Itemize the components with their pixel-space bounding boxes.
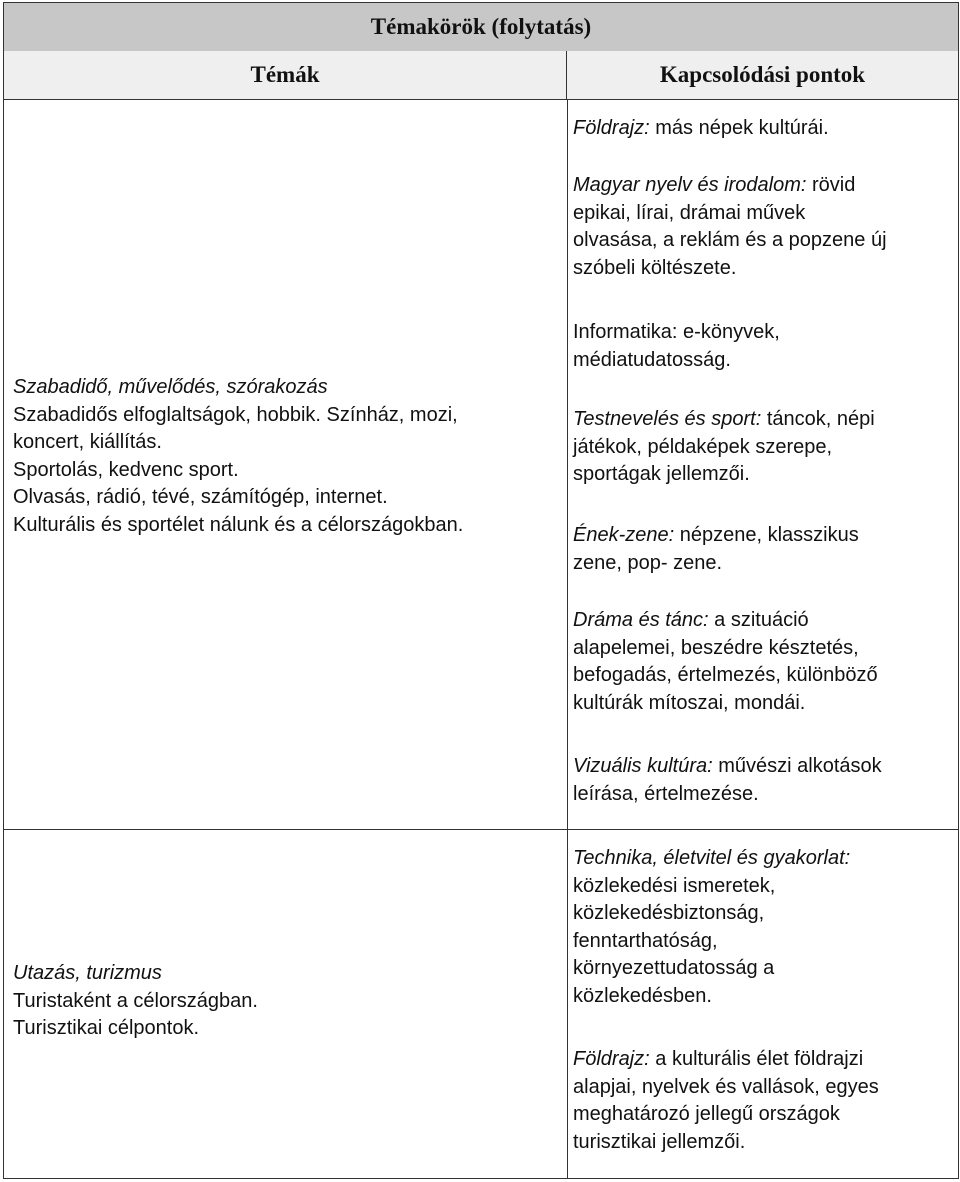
connection-text: sportágak jellemzői. <box>573 463 750 485</box>
connection-text: közlekedésbiztonság, <box>573 902 765 924</box>
subject-name: Ének-zene: <box>573 524 675 546</box>
column-header-topics: Témák <box>4 51 567 100</box>
connection-text: közlekedési ismeretek, <box>573 874 776 897</box>
connection-paragraph <box>573 753 943 808</box>
connection-paragraph <box>573 845 943 1010</box>
row1-topic-line: Sportolás, kedvenc sport. <box>13 458 239 481</box>
connection-text: e-könyvek, <box>677 321 780 343</box>
connection-text: meghatározó jellegű országok <box>573 1103 840 1125</box>
connection-paragraph <box>573 406 943 489</box>
row2-topic-line: Turistaként a célországban. <box>13 989 258 1012</box>
connection-paragraph <box>573 522 943 577</box>
column-divider <box>567 100 568 1178</box>
connection-text: művészi alkotások <box>712 755 882 777</box>
row1-topic-line: Kulturális és sportélet nálunk és a célországokban. <box>13 513 464 536</box>
connection-text: zene, pop- zene. <box>573 551 722 574</box>
subject-name: Földrajz: <box>573 1048 650 1070</box>
connection-text: turisztikai jellemzői. <box>573 1130 746 1153</box>
connection-text: kultúrák mítoszai, mondái. <box>573 691 806 714</box>
connection-text: fenntarthatóság, <box>573 929 718 952</box>
table-title: Témakörök (folytatás) <box>4 3 958 52</box>
subject-name: Magyar nyelv és irodalom: <box>573 174 807 196</box>
row-divider <box>4 829 958 830</box>
connection-paragraph <box>573 115 943 143</box>
connection-text: olvasása, a reklám és a popzene új <box>573 229 887 251</box>
connection-text: a szituáció <box>708 609 809 631</box>
row1-topic-cell <box>13 374 553 539</box>
connection-text: környezettudatosság a <box>573 957 775 979</box>
connection-text: médiatudatosság. <box>573 348 731 371</box>
row1-topic-line: Olvasás, rádió, tévé, számítógép, internet. <box>13 486 388 508</box>
connection-text: közlekedésben. <box>573 984 712 1007</box>
connection-text: epikai, lírai, drámai művek <box>573 201 806 224</box>
row1-topic-line: Szabadidős elfoglaltságok, hobbik. Színház, mozi, <box>13 403 458 426</box>
connection-text: népzene, klasszikus <box>674 524 859 546</box>
row2-topic-line: Turisztikai célpontok. <box>13 1017 199 1039</box>
connection-text: alapelemei, beszédre késztetés, <box>573 636 859 659</box>
connection-text: rövid <box>806 174 856 196</box>
subject-name: Földrajz: <box>573 117 650 139</box>
subject-name: Technika, életvitel és gyakorlat: <box>573 847 851 869</box>
connection-paragraph <box>573 1046 943 1156</box>
connection-text: alapjai, nyelvek és vallások, egyes <box>573 1075 879 1098</box>
connection-text: leírása, értelmezése. <box>573 782 759 805</box>
connection-paragraph <box>573 172 943 282</box>
subject-name: Informatika: <box>573 321 678 343</box>
connection-text: befogadás, értelmezés, különböző <box>573 664 878 686</box>
row1-topic-title: Szabadidő, művelődés, szórakozás <box>13 376 328 398</box>
subject-name: Testnevelés és sport: <box>573 408 762 430</box>
column-header-connections: Kapcsolódási pontok <box>567 51 958 100</box>
row1-topic-line: koncert, kiállítás. <box>13 431 162 453</box>
connection-text: szóbeli költészete. <box>573 256 737 279</box>
connection-text: a kulturális élet földrajzi <box>649 1048 864 1070</box>
subject-name: Dráma és tánc: <box>573 609 709 631</box>
subject-name: Vizuális kultúra: <box>573 755 713 777</box>
row2-topic-title: Utazás, turizmus <box>13 962 162 984</box>
row2-topic-cell <box>13 960 553 1043</box>
connection-text: táncok, népi <box>761 408 875 430</box>
connection-paragraph <box>573 607 943 717</box>
connection-text: más népek kultúrái. <box>649 117 829 139</box>
connection-paragraph <box>573 319 943 374</box>
connection-text: játékok, példaképek szerepe, <box>573 435 833 458</box>
